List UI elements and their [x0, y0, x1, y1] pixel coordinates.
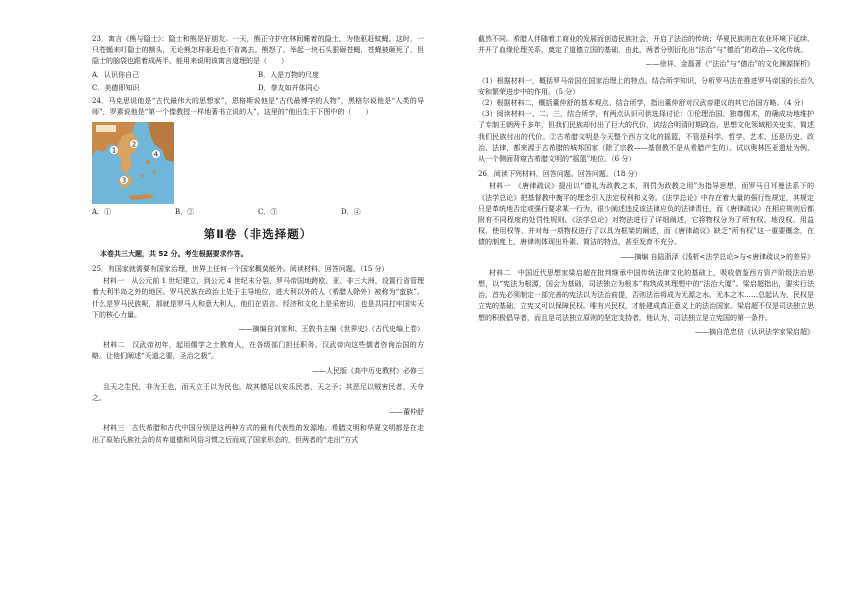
right-column [478, 34, 814, 343]
q25-material-1: 材料一 从公元前 1 世纪建立，到公元 4 世纪末分裂，罗马帝国地跨欧、亚、非三大洲，设置行省管理着大利半岛之外的地区。罗马民族在政治上处于主导地位，进大利以外的人（希腊人除外）被称为“蛮族”。什么是罗马民族呢，那就是罗马人和意大利人，他们在语言、经济和文化上是采密切，也是共同打牢国实天下的核心力量。 [92, 277, 424, 319]
q26-material-2: 材料二 中国近代思想家梁启超在批判继承中国传统法律文化的基础上，吸收借鉴西方资产阶级法治思想，以“宪法为根源，国会为基础，司法独立为根本”构筑成其理想中的“法治大厦”。梁启超指出，要实行法治，首先必须制定一部完善的宪法以为法治前提，否则法治将成为无源之水、无本之木……总起认为，民权是立宪的基础，立宪又可以保障民权。唯有兴民权，才能建成真正意义上的法治国家。梁启超不仅是司法独立思想的积极倡导者，而且是司法独立原则的坚定支持者。他认为，司法独立是立宪国的第一条件。 [478, 268, 814, 322]
greece-map-image [92, 122, 174, 204]
q25-material-3: 材料三 古代希腊和古代中国分别是这两种方式的最有代表性的发源地。希腊文明和华夏文明都是在走出了原始氏族社会的贫弃道德和风俗习惯之后而成了国家形态的，但两者的“走出”方式 [92, 424, 424, 444]
option-d[interactable]: D．④ [341, 208, 361, 217]
q25-subquestion-1: （1）根据材料一，概括罗马帝国在国家治理上的特点。结合所学知识，分析罗马法在推进罗马帝国的长治久安和繁荣进步中的作用。（5 分） [478, 76, 814, 96]
option-c[interactable]: C．美德即知识 [92, 83, 140, 92]
q25-material-3-source: ——徐祥、金磊著《“法治”与“德治”的文化渊源探析》 [645, 60, 814, 69]
svg-text:4: 4 [153, 150, 159, 159]
option-b[interactable]: B．人是万物的尺度 [258, 70, 320, 79]
svg-text:1: 1 [111, 146, 117, 155]
q25-material-2-quote: 且天之生民，非为王也，而天立王以为民也。故其德足以安乐民者，天之予；其恶足以贼害民者，天夺之。 [92, 382, 424, 403]
question-24-options [92, 207, 424, 218]
q25-material-2-quote-source: ——董仲舒 [389, 408, 424, 417]
q26-material-2-source: ——摘自范忠信《认识法学家梁启超》 [695, 327, 814, 336]
question-26-stem: 26．阅读下列材料，回答问题。回答问题。（18 分） [478, 170, 642, 179]
q25-material-1-source: ——摘编自刘家和、王敦书主编《世界史》（古代史编上卷） [238, 325, 424, 334]
question-23-stem: 23．寓言《熊与隐士》：隐士和熊是好朋友。一天，熊正守护在林间睡着的隐士，为他驱赶蚊蝇。这时，一只苍蝇来叮隐士的额头，无论熊怎样驱赶也不肯离去。熊怒了，举起一块石头狠砸苍蝇，苍蝇被砸死了，但隐士的脑袋也跟着成两半。能用来说明该寓言道理的是（ ） [92, 35, 424, 66]
question-25-stem: 25．有国家就需要有国家治理，世界上任何一个国家概莫能外。阅读材料，回答问题。（15 分） [92, 265, 389, 274]
q25-material-3-continued: 截然不同。希腊人伴随着工商业的发展而创造民族社会，开启了法治的传统；华夏民族则在农业环境下延续、并开了血缘伦理关系，奠定了道德立国的基础，由此，两者分别衍化出“法治”与“德治”的政治—文化传统。 [478, 35, 814, 55]
option-d[interactable]: D．拳友如并体同心 [258, 83, 320, 92]
q25-material-2: 材料二 汉武帝初年，起用儒学之士教育人，在各级部门担任职务。汉武帝向这些儒者咨询治国的方略。让他们阐述“天道之要，圣治之极”。 [92, 341, 424, 361]
question-23-options-row1 [92, 70, 424, 81]
option-a[interactable]: A．认识你自己 [92, 70, 140, 79]
greece-map-icon [92, 122, 174, 204]
q25-subquestion-3: （3）阅读材料一、二、三，结合所学，有两点认识可供选择讨论：①伦理治国、独尊儒术，的确成功地维护了专制王朝两千多年，但我们民族却付出了巨大的代价，试结合明清时期政治、思想文化领域相关史实，简述我们民族付出的代价。②古希腊文明是今天整个西方文化的摇篮，不管是科学、哲学、艺术、还是历史、政治、法律，都来源于古希腊的城邦国家（除了宗教——基督教不是从希腊产生的）。试以奥林匹亚遗址为例，从一个侧面背窥古希腊文明的“摇篮”地位。（6 分） [478, 110, 814, 164]
section-2-note: 本卷共三大题，共 52 分。考生根据要求作答。 [100, 249, 248, 258]
question-23-options-row2 [92, 83, 424, 94]
q25-subquestion-2: （2）根据材料二，概括董仲舒的基本观点。结合所学，指出董仲舒对汉武帝建议的其它治国方略。（4 分） [478, 99, 808, 108]
svg-text:3: 3 [121, 176, 127, 185]
question-24-stem: 24．马克思说他是“古代最伟大的思想家”，恩格斯说他是“古代最博学的人物”，黑格尔说他是“人类的导师”，罗素说他是“第一个像教授一样地著书立说的人”。这里的“他出生于下图中的（ ） [92, 97, 424, 117]
svg-text:2: 2 [131, 140, 137, 149]
option-b[interactable]: B．② [175, 208, 195, 217]
option-a[interactable]: A．① [92, 208, 112, 217]
left-column [92, 34, 424, 446]
option-c[interactable]: C．③ [258, 208, 278, 217]
q25-material-2-source: ——人民版《高中历史教材》必修三 [312, 366, 424, 375]
q26-material-1: 材料一 《唐律疏议》提出以“德礼为政教之本，刑罚为政教之用”为指导思想，而罗马日耳曼法系下的《法学总论》把基督教中衡平的理念引入法定权利和义务。《法学总论》中存在着大量的强行性规定，其规定只是革统地否定或强行要求某一行为，很少阐述违反该法律应负的法律责任，而《唐律疏议》在相应规则后都附有不同程度的处罚性规则。《法学总论》对物法进行了详细阐述，它将物权分为了所有权、地役权、用益权、使用权等，并对每一项物权进行了以具为框架的阐述，而《唐律疏议》缺乏“所有权”这一重要概念，在债的制度上，唐律则体现出朴素、简洁的特点，甚至发育不充分。 [478, 182, 814, 247]
section-2-title: 第Ⅱ卷（非选择题） [203, 226, 313, 241]
q26-material-1-source: ——摘编 自陆浙泽《浅析<法学总论>与<唐律疏议>的差异》 [620, 252, 814, 261]
